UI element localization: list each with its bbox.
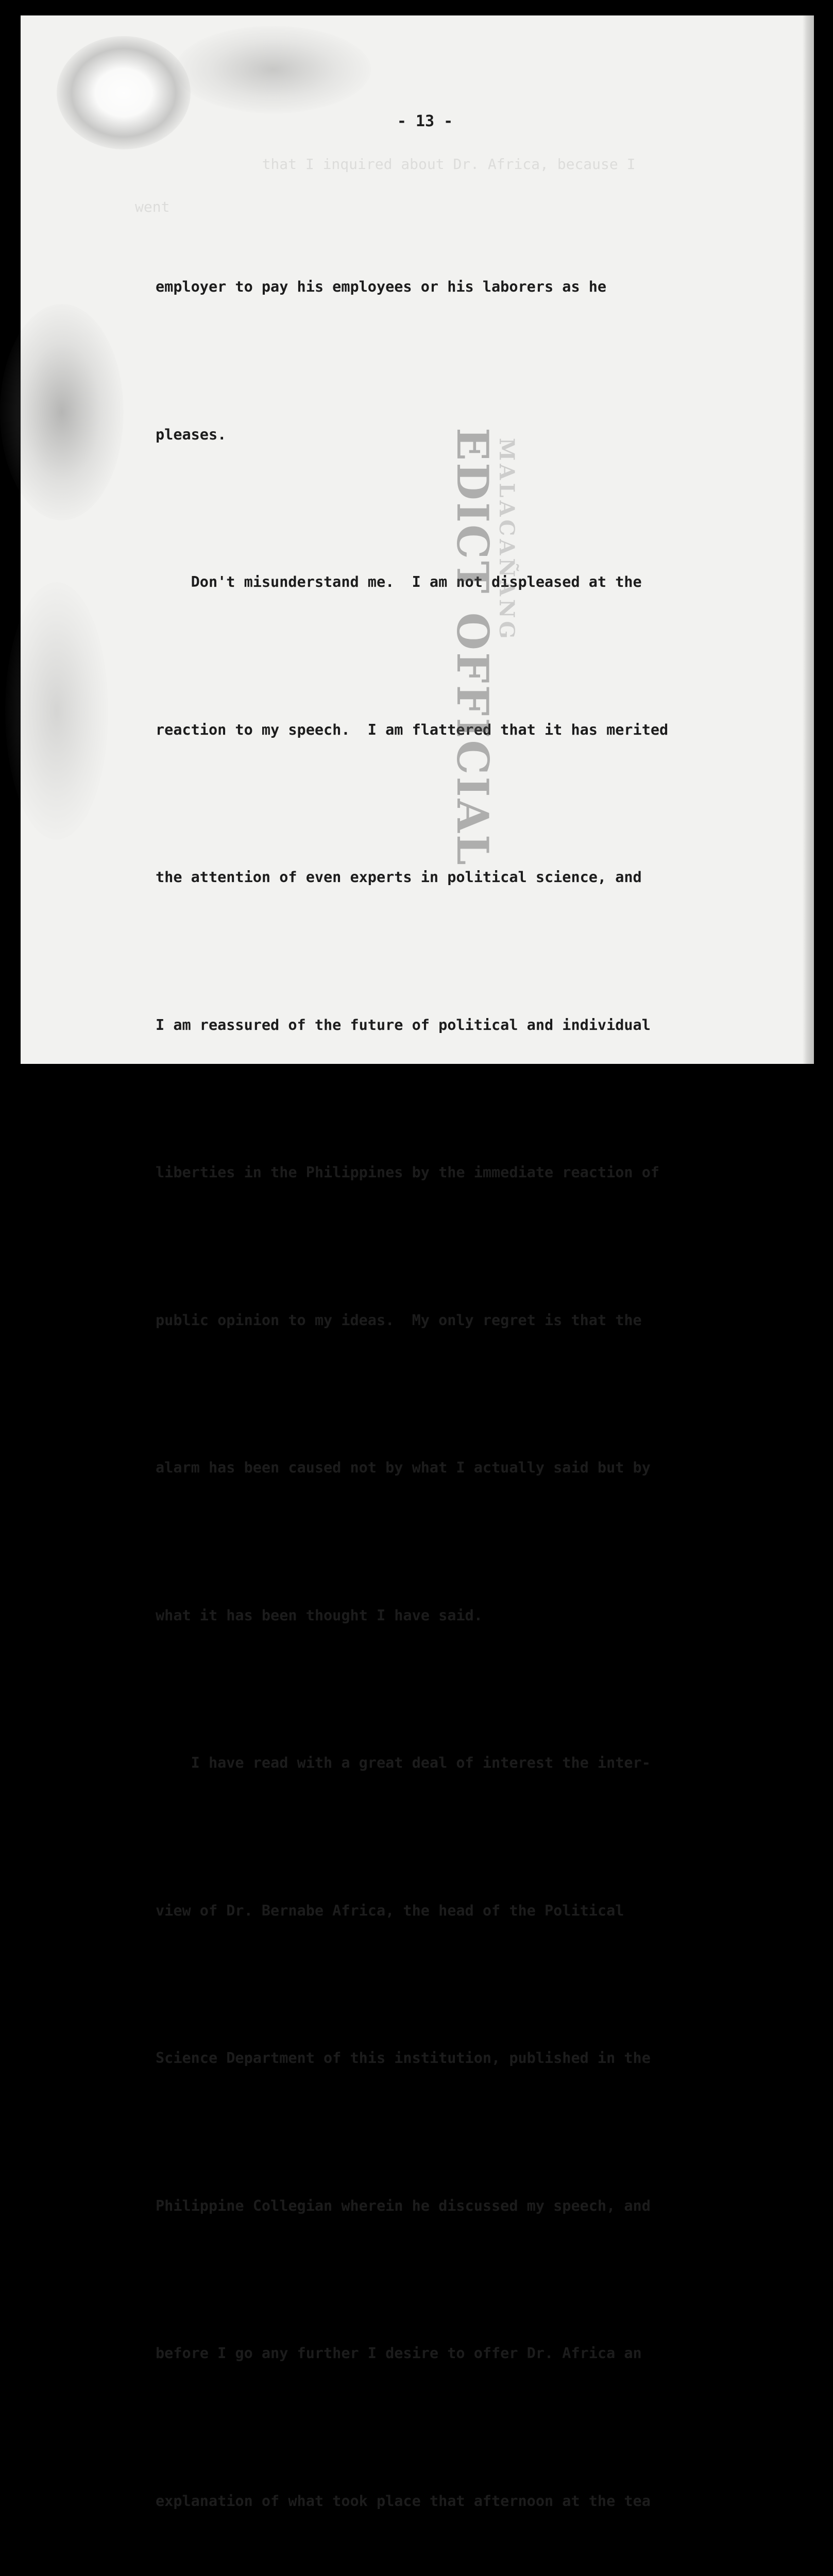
text-line: view of Dr. Bernabe Africa, the head of the Political (156, 1902, 624, 1919)
text-line: the attention of even experts in political science, and (156, 869, 642, 886)
text-line: I have read with a great deal of interest the inter- (156, 1754, 651, 1771)
text-line: liberties in the Philippines by the immediate reaction of (156, 1164, 660, 1181)
text-line: I am reassured of the future of political and individual (156, 1016, 651, 1033)
show-through-text: went (135, 198, 170, 215)
typewritten-page (21, 15, 814, 2510)
text-line: explanation of what took place that afternoon at the tea (156, 2492, 651, 2510)
text-line: Don't misunderstand me. I am not displeased at the (156, 573, 642, 590)
text-line: employer to pay his employees or his laborers as he (156, 278, 607, 295)
text-line: alarm has been caused not by what I actually said but by (156, 1459, 651, 1476)
text-line: Philippine Collegian wherein he discussed my speech, and (156, 2197, 651, 2214)
text-line: Science Department of this institution, published in the (156, 2049, 651, 2066)
page-edge (803, 15, 814, 1064)
show-through-text: that I inquired about Dr. Africa, because I (175, 156, 636, 173)
stain-mark (57, 36, 191, 149)
stamp-main-text: EDICT OFFICIAL (447, 428, 498, 867)
text-line: public opinion to my ideas. My only regret is that the (156, 1311, 642, 1329)
stamp-sub-text: MALACAÑANG (495, 438, 519, 642)
stain-mark (0, 304, 124, 520)
text-line: reaction to my speech. I am flattered that it has merited (156, 721, 669, 738)
stain-mark (175, 26, 371, 113)
text-line: pleases. (156, 426, 227, 443)
page-number: - 13 - (397, 112, 453, 130)
stain-mark (5, 582, 108, 840)
text-line: before I go any further I desire to offer Dr. Africa an (156, 2345, 642, 2362)
text-line: what it has been thought I have said. (156, 1606, 483, 1624)
body-text (156, 164, 774, 2576)
